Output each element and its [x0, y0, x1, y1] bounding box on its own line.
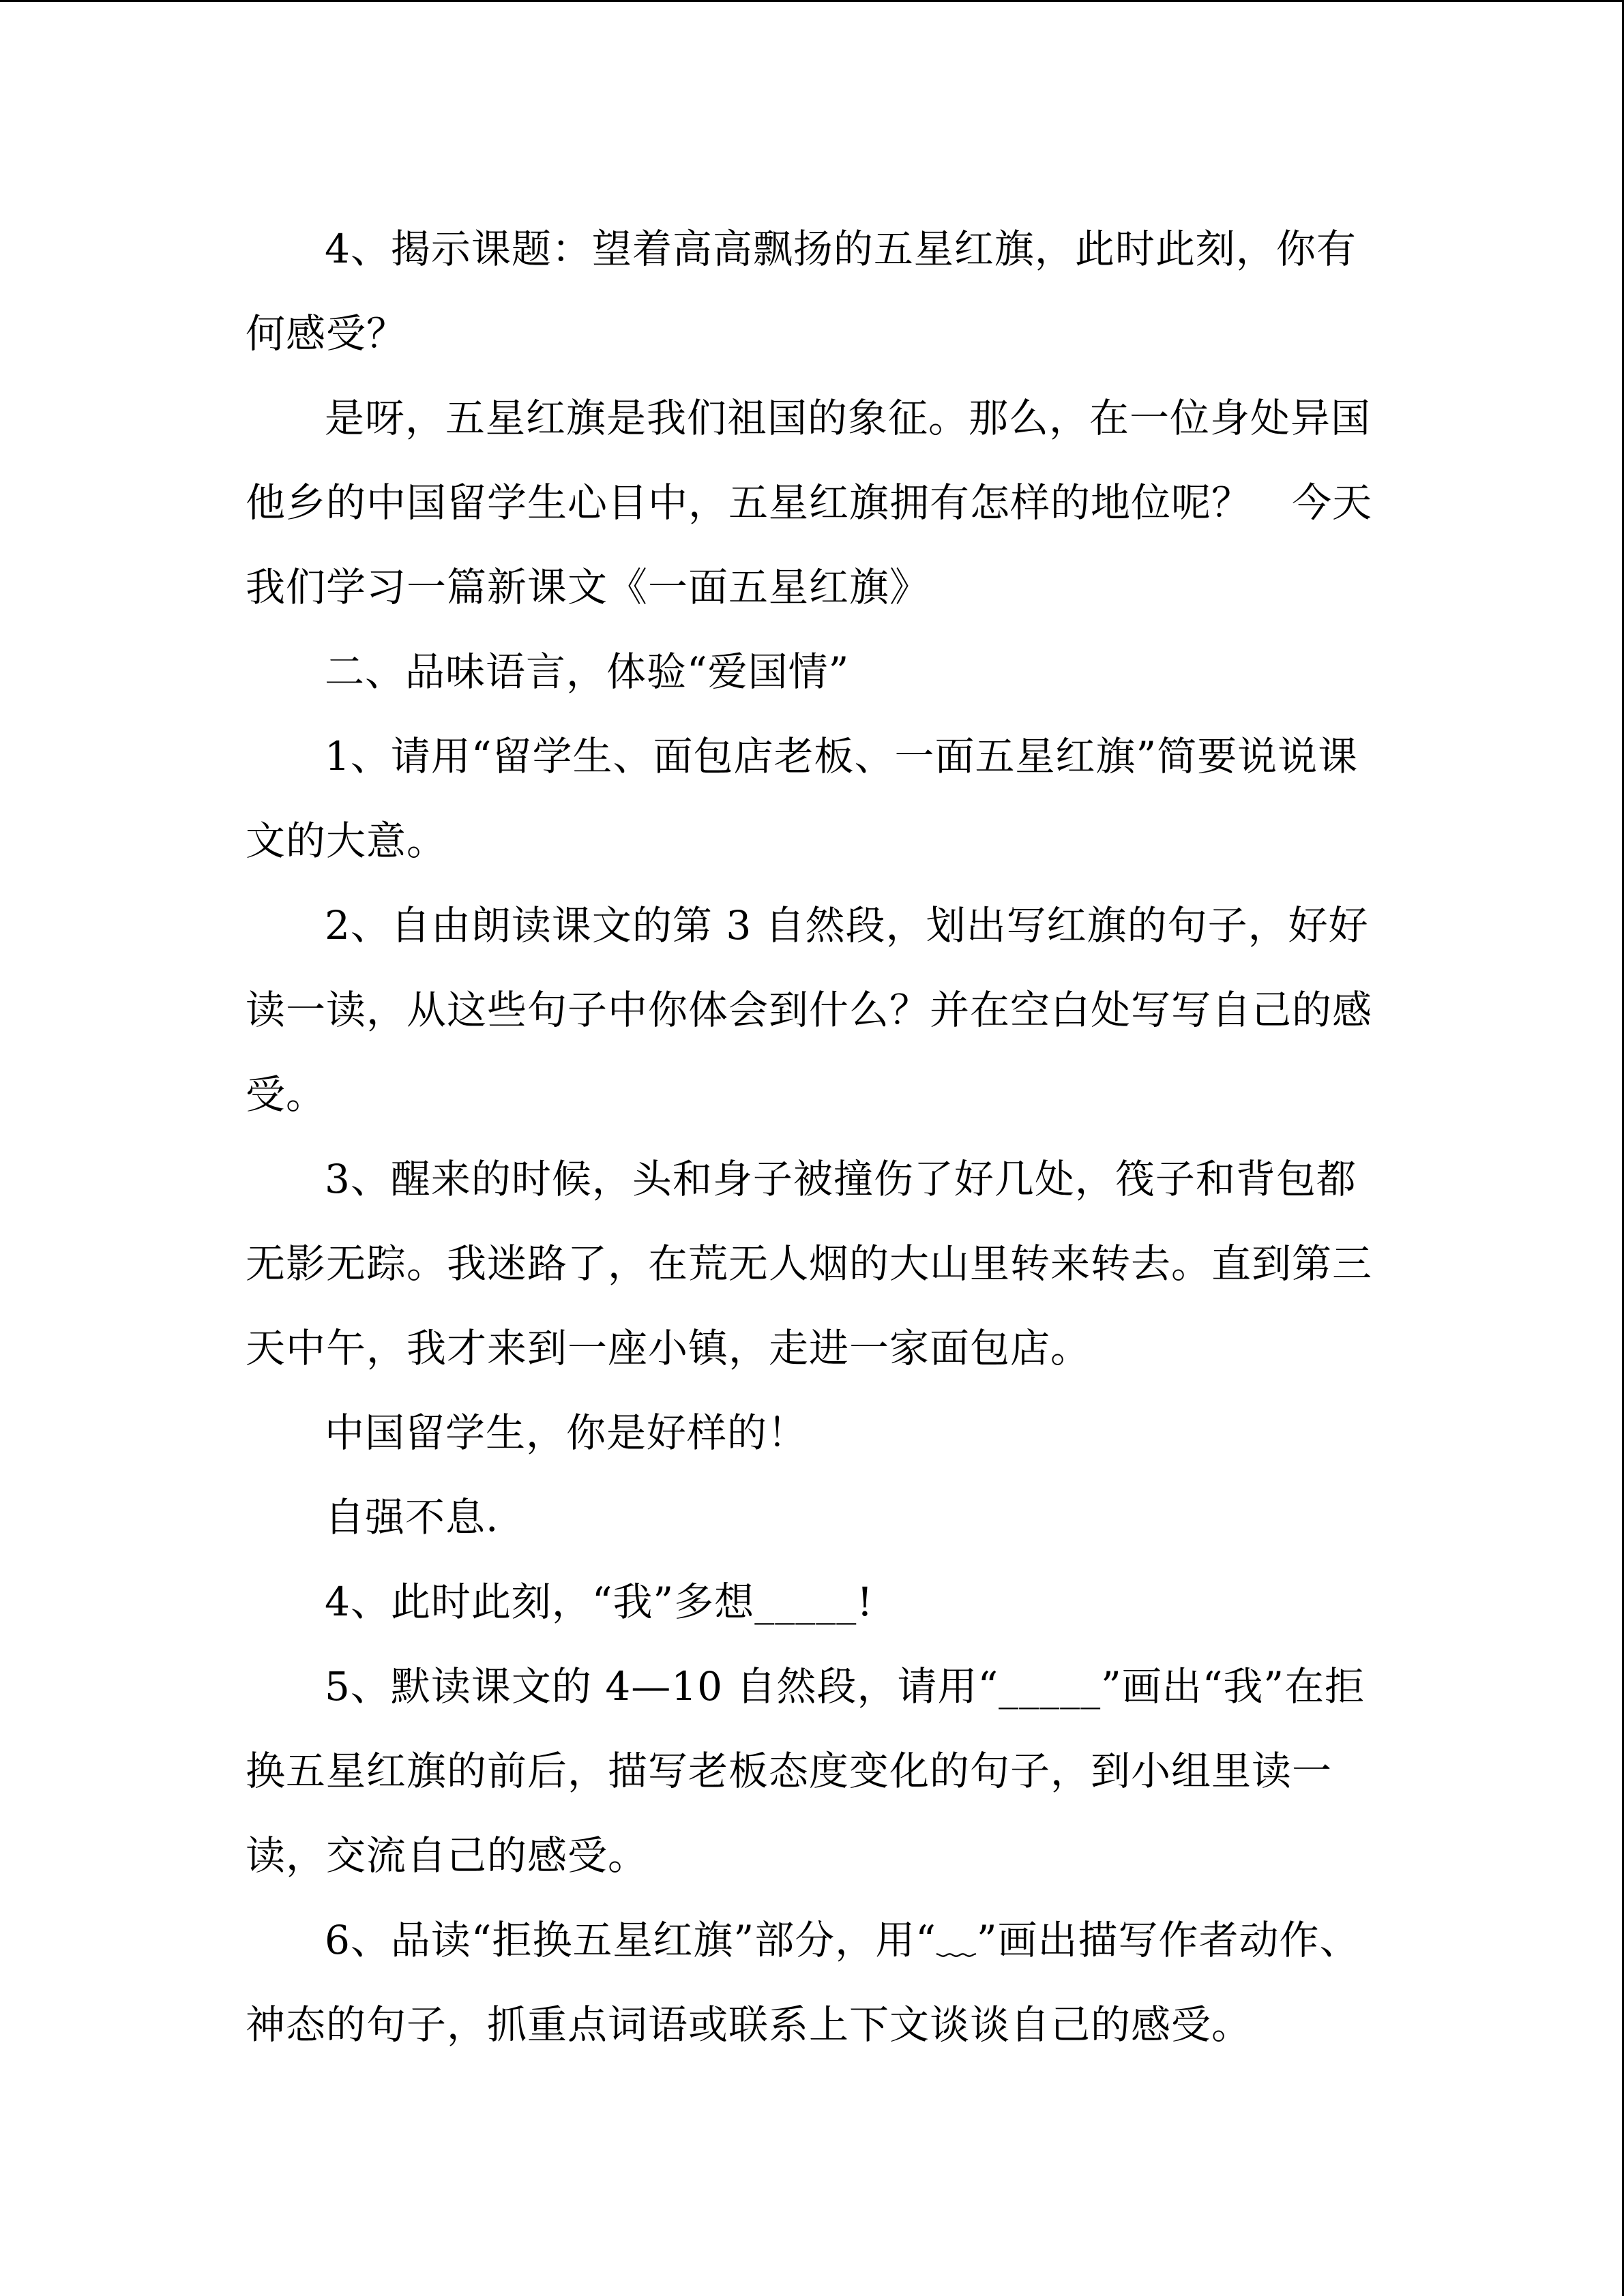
paragraph-task-2: 2、自由朗读课文的第 3 自然段，划出写红旗的句子，好好读一读，从这些句子中你体会到什么？并在空白处写写自己的感受。: [246, 902, 1373, 1118]
paragraph-self-strengthening: 自强不息.: [325, 1494, 499, 1540]
paragraph-task-4: 4、此时此刻，“我”多想_____!: [325, 1579, 874, 1625]
paragraph-task-5: 5、默读课文的 4—10 自然段，请用“_____”画出“我”在拒换五星红旗的前后，描写老板态度变化的句子，到小组里读一读，交流自己的感受。: [246, 1663, 1365, 1879]
paragraph-task-1: 1、请用“留学生、面包店老板、一面五星红旗”简要说说课文的大意。: [246, 733, 1359, 864]
paragraph-task-3: 3、醒来的时候，头和身子被撞伤了好几处，筏子和背包都无影无踪。我迷路了，在荒无人烟的大山里转来转去。直到第三天中午，我才来到一座小镇，走进一家面包店。: [246, 1156, 1373, 1371]
paragraph-task-6: 6、品读“拒换五星红旗”部分，用“﹏”画出描写作者动作、神态的句子，抓重点词语或联系上下文谈谈自己的感受。: [246, 1917, 1360, 2048]
paragraph-reveal-topic: 4、揭示课题：望着高高飘扬的五星红旗，此时此刻，你有何感受？: [246, 226, 1357, 357]
paragraph-flag-symbol: 是呀，五星红旗是我们祖国的象征。那么，在一位身处异国他乡的中国留学生心目中，五星红旗拥有怎样的地位呢？ 今天我们学习一篇新课文《一面五星红旗》: [246, 395, 1373, 610]
paragraph-praise: 中国留学生，你是好样的！: [325, 1410, 808, 1456]
section-heading-language: 二、品味语言，体验“爱国情”: [325, 648, 850, 695]
document-body: [246, 207, 1381, 2067]
